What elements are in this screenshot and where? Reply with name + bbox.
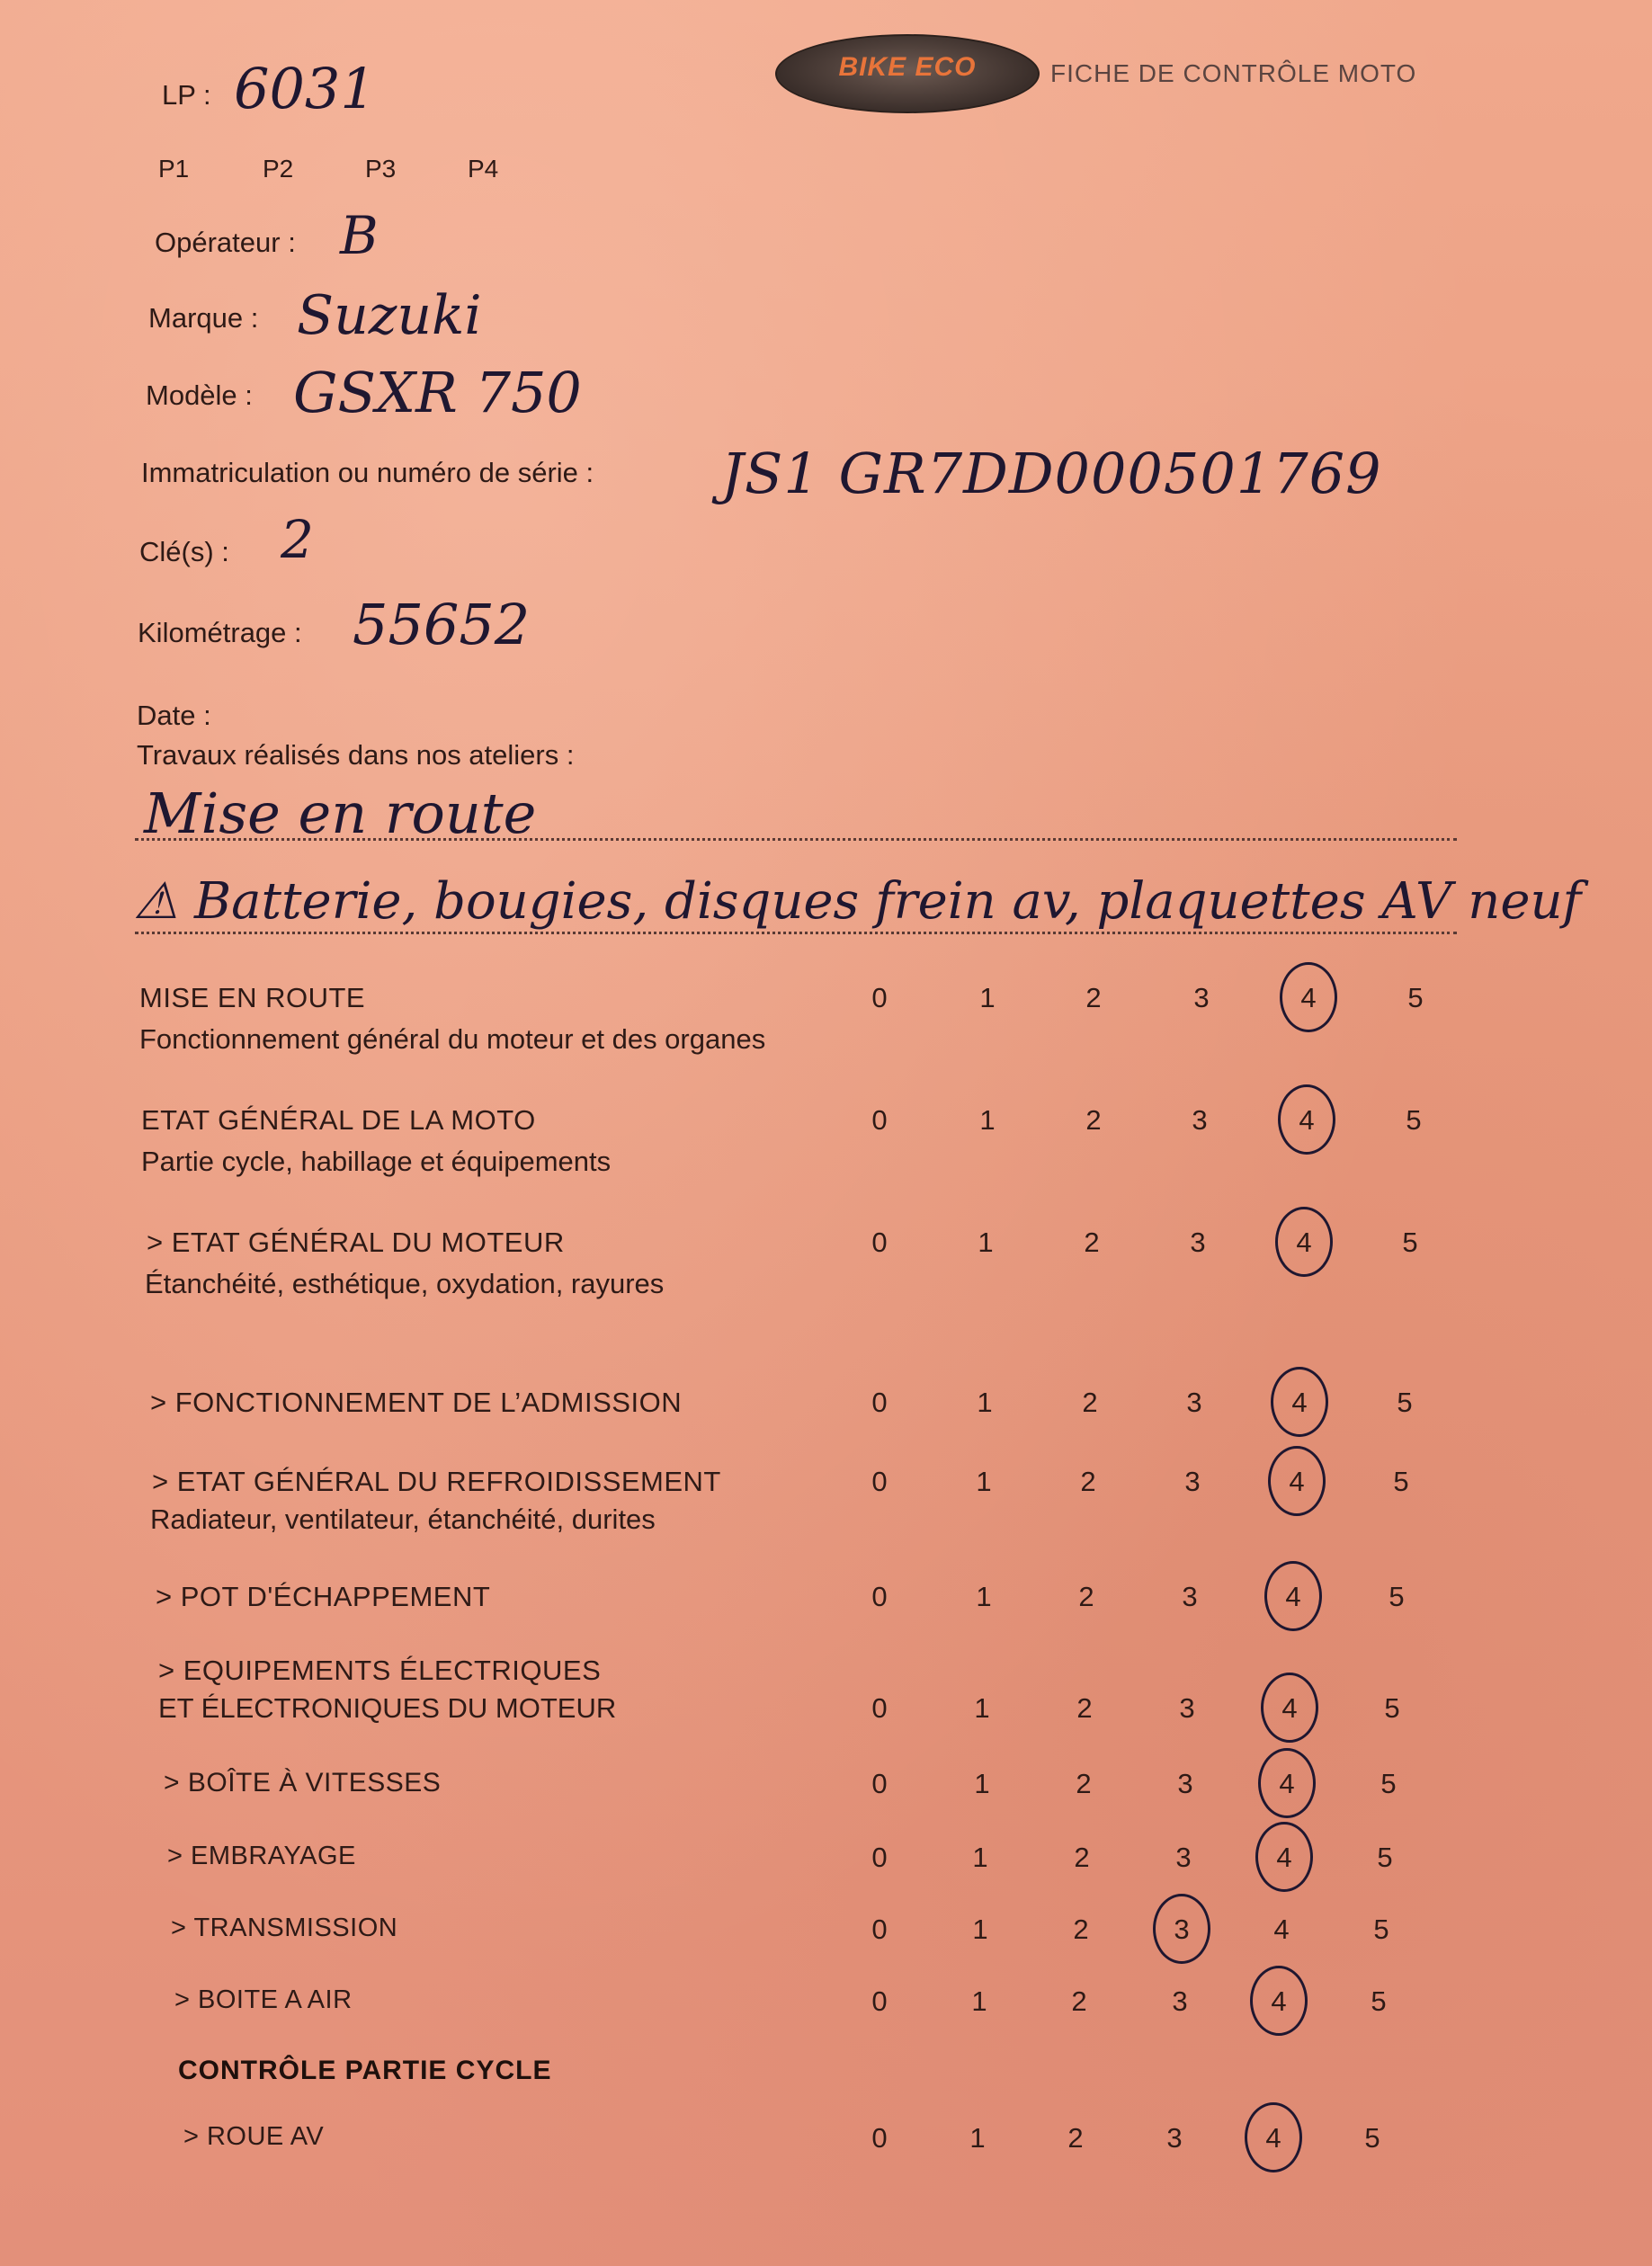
p1-label: P1: [158, 155, 190, 183]
row-subtitle: Radiateur, ventilateur, étanchéité, durites: [150, 1503, 656, 1535]
score-option-5[interactable]: 5: [1384, 1692, 1400, 1724]
score-option-1[interactable]: 1: [977, 1387, 993, 1418]
selected-score-circle: [1250, 1966, 1308, 2036]
score-option-2[interactable]: 2: [1078, 1581, 1094, 1612]
selected-score-circle: [1153, 1894, 1210, 1964]
score-option-5[interactable]: 5: [1373, 1914, 1389, 1945]
score-option-1[interactable]: 1: [969, 2122, 986, 2154]
score-option-3[interactable]: 3: [1184, 1466, 1201, 1497]
score-option-3[interactable]: 3: [1172, 1985, 1188, 2017]
score-option-3[interactable]: 3: [1186, 1387, 1202, 1418]
registration-value: JS1 GR7DD000501769: [721, 441, 1382, 506]
score-option-4[interactable]: 4: [1300, 982, 1317, 1013]
score-option-4[interactable]: 4: [1299, 1104, 1315, 1136]
registration-label: Immatriculation ou numéro de série :: [141, 457, 594, 488]
score-option-5[interactable]: 5: [1397, 1387, 1413, 1418]
works-line-2: ⚠ Batterie, bougies, disques frein av, plaquettes AV neuf: [133, 872, 1582, 931]
score-option-0[interactable]: 0: [871, 1842, 888, 1873]
p3-label: P3: [365, 155, 397, 183]
score-option-4[interactable]: 4: [1289, 1466, 1305, 1497]
row-title: > FONCTIONNEMENT DE L’ADMISSION: [150, 1387, 683, 1418]
row-subtitle: Fonctionnement général du moteur et des organes: [139, 1023, 766, 1055]
score-option-3[interactable]: 3: [1192, 1104, 1208, 1136]
row-title: MISE EN ROUTE: [139, 982, 366, 1013]
score-option-1[interactable]: 1: [974, 1768, 990, 1799]
model-label: Modèle :: [146, 379, 253, 411]
p2-label: P2: [263, 155, 294, 183]
selected-score-circle: [1261, 1673, 1318, 1743]
score-option-3[interactable]: 3: [1179, 1692, 1195, 1724]
score-option-0[interactable]: 0: [871, 1227, 888, 1258]
row-title: > POT D'ÉCHAPPEMENT: [156, 1581, 491, 1612]
score-option-0[interactable]: 0: [871, 1466, 888, 1497]
score-option-2[interactable]: 2: [1080, 1466, 1096, 1497]
score-option-5[interactable]: 5: [1389, 1581, 1405, 1612]
operator-value: B: [340, 205, 379, 266]
score-option-0[interactable]: 0: [871, 1985, 888, 2017]
row-title: > BOÎTE À VITESSES: [164, 1768, 442, 1798]
keys-label: Clé(s) :: [139, 536, 229, 567]
selected-score-circle: [1268, 1446, 1326, 1516]
score-option-4[interactable]: 4: [1285, 1581, 1301, 1612]
score-option-1[interactable]: 1: [978, 1227, 994, 1258]
score-option-1[interactable]: 1: [972, 1842, 988, 1873]
score-option-3[interactable]: 3: [1190, 1227, 1206, 1258]
model-value: GSXR 750: [293, 360, 582, 425]
score-option-0[interactable]: 0: [871, 1914, 888, 1945]
score-option-4[interactable]: 4: [1279, 1768, 1295, 1799]
score-option-2[interactable]: 2: [1067, 2122, 1084, 2154]
score-option-5[interactable]: 5: [1393, 1466, 1409, 1497]
score-option-4[interactable]: 4: [1265, 2122, 1281, 2154]
score-option-0[interactable]: 0: [871, 1104, 888, 1136]
score-option-2[interactable]: 2: [1085, 1104, 1102, 1136]
lp-value: 6031: [234, 56, 376, 121]
score-option-5[interactable]: 5: [1407, 982, 1424, 1013]
row-title: > BOITE A AIR: [174, 1985, 353, 2014]
selected-score-circle: [1280, 962, 1337, 1032]
row-subtitle: ET ÉLECTRONIQUES DU MOTEUR: [158, 1692, 617, 1724]
score-option-3[interactable]: 3: [1177, 1768, 1193, 1799]
score-option-5[interactable]: 5: [1402, 1227, 1418, 1258]
row-title: > TRANSMISSION: [171, 1914, 398, 1942]
score-option-0[interactable]: 0: [871, 1692, 888, 1724]
score-option-3[interactable]: 3: [1182, 1581, 1198, 1612]
score-option-0[interactable]: 0: [871, 1581, 888, 1612]
score-option-1[interactable]: 1: [976, 1466, 992, 1497]
score-option-5[interactable]: 5: [1371, 1985, 1387, 2017]
score-option-2[interactable]: 2: [1073, 1914, 1089, 1945]
score-option-4[interactable]: 4: [1296, 1227, 1312, 1258]
works-dotted-line-1: [135, 838, 1457, 841]
row-title: ETAT GÉNÉRAL DE LA MOTO: [141, 1104, 536, 1136]
mileage-value: 55652: [353, 592, 531, 657]
works-dotted-line-2: [135, 932, 1457, 934]
score-option-1[interactable]: 1: [974, 1692, 990, 1724]
score-option-5[interactable]: 5: [1380, 1768, 1397, 1799]
score-option-2[interactable]: 2: [1076, 1692, 1093, 1724]
score-option-4[interactable]: 4: [1291, 1387, 1308, 1418]
row-title: > ROUE AV: [183, 2122, 325, 2151]
score-option-5[interactable]: 5: [1377, 1842, 1393, 1873]
score-option-2[interactable]: 2: [1076, 1768, 1092, 1799]
section-title: CONTRÔLE PARTIE CYCLE: [178, 2056, 552, 2085]
row-title: > EQUIPEMENTS ÉLECTRIQUES: [158, 1655, 602, 1686]
selected-score-circle: [1245, 2102, 1302, 2172]
works-label: Travaux réalisés dans nos ateliers :: [137, 739, 575, 771]
document-title: FICHE DE CONTRÔLE MOTO: [1050, 59, 1417, 87]
row-subtitle: Étanchéité, esthétique, oxydation, rayures: [145, 1268, 665, 1299]
brand-value: Suzuki: [297, 284, 482, 347]
score-option-1[interactable]: 1: [979, 1104, 996, 1136]
score-option-0[interactable]: 0: [871, 2122, 888, 2154]
brand-label: Marque :: [148, 302, 259, 334]
bike-eco-logo: [775, 34, 1040, 113]
score-option-5[interactable]: 5: [1406, 1104, 1422, 1136]
score-option-1[interactable]: 1: [976, 1581, 992, 1612]
works-line-1: Mise en route: [144, 781, 537, 846]
selected-score-circle: [1275, 1207, 1333, 1277]
row-title: > ETAT GÉNÉRAL DU REFROIDISSEMENT: [152, 1466, 721, 1497]
score-option-0[interactable]: 0: [871, 982, 888, 1013]
score-option-1[interactable]: 1: [979, 982, 996, 1013]
selected-score-circle: [1278, 1084, 1335, 1155]
score-option-4[interactable]: 4: [1276, 1842, 1292, 1873]
score-option-2[interactable]: 2: [1082, 1387, 1098, 1418]
selected-score-circle: [1271, 1367, 1328, 1437]
row-title: > ETAT GÉNÉRAL DU MOTEUR: [147, 1227, 565, 1258]
score-option-5[interactable]: 5: [1364, 2122, 1380, 2154]
selected-score-circle: [1258, 1748, 1316, 1818]
score-option-0[interactable]: 0: [871, 1768, 888, 1799]
score-option-0[interactable]: 0: [871, 1387, 888, 1418]
score-option-2[interactable]: 2: [1071, 1985, 1087, 2017]
keys-value: 2: [281, 509, 314, 570]
date-label: Date :: [137, 700, 211, 731]
score-option-4[interactable]: 4: [1273, 1914, 1290, 1945]
score-option-4[interactable]: 4: [1271, 1985, 1287, 2017]
score-option-3[interactable]: 3: [1166, 2122, 1183, 2154]
mileage-label: Kilométrage :: [138, 617, 302, 648]
score-option-2[interactable]: 2: [1085, 982, 1102, 1013]
row-title: > EMBRAYAGE: [167, 1842, 356, 1870]
score-option-2[interactable]: 2: [1074, 1842, 1090, 1873]
score-option-2[interactable]: 2: [1084, 1227, 1100, 1258]
row-subtitle: Partie cycle, habillage et équipements: [141, 1146, 612, 1177]
score-option-1[interactable]: 1: [971, 1985, 987, 2017]
logo-text: BIKE ECO: [838, 52, 977, 82]
p4-label: P4: [468, 155, 499, 183]
lp-label: LP :: [162, 79, 211, 111]
score-option-4[interactable]: 4: [1281, 1692, 1298, 1724]
selected-score-circle: [1264, 1561, 1322, 1631]
score-option-3[interactable]: 3: [1193, 982, 1210, 1013]
score-option-3[interactable]: 3: [1174, 1914, 1190, 1945]
score-option-1[interactable]: 1: [972, 1914, 988, 1945]
selected-score-circle: [1255, 1822, 1313, 1892]
score-option-3[interactable]: 3: [1175, 1842, 1192, 1873]
operator-label: Opérateur :: [155, 227, 296, 258]
